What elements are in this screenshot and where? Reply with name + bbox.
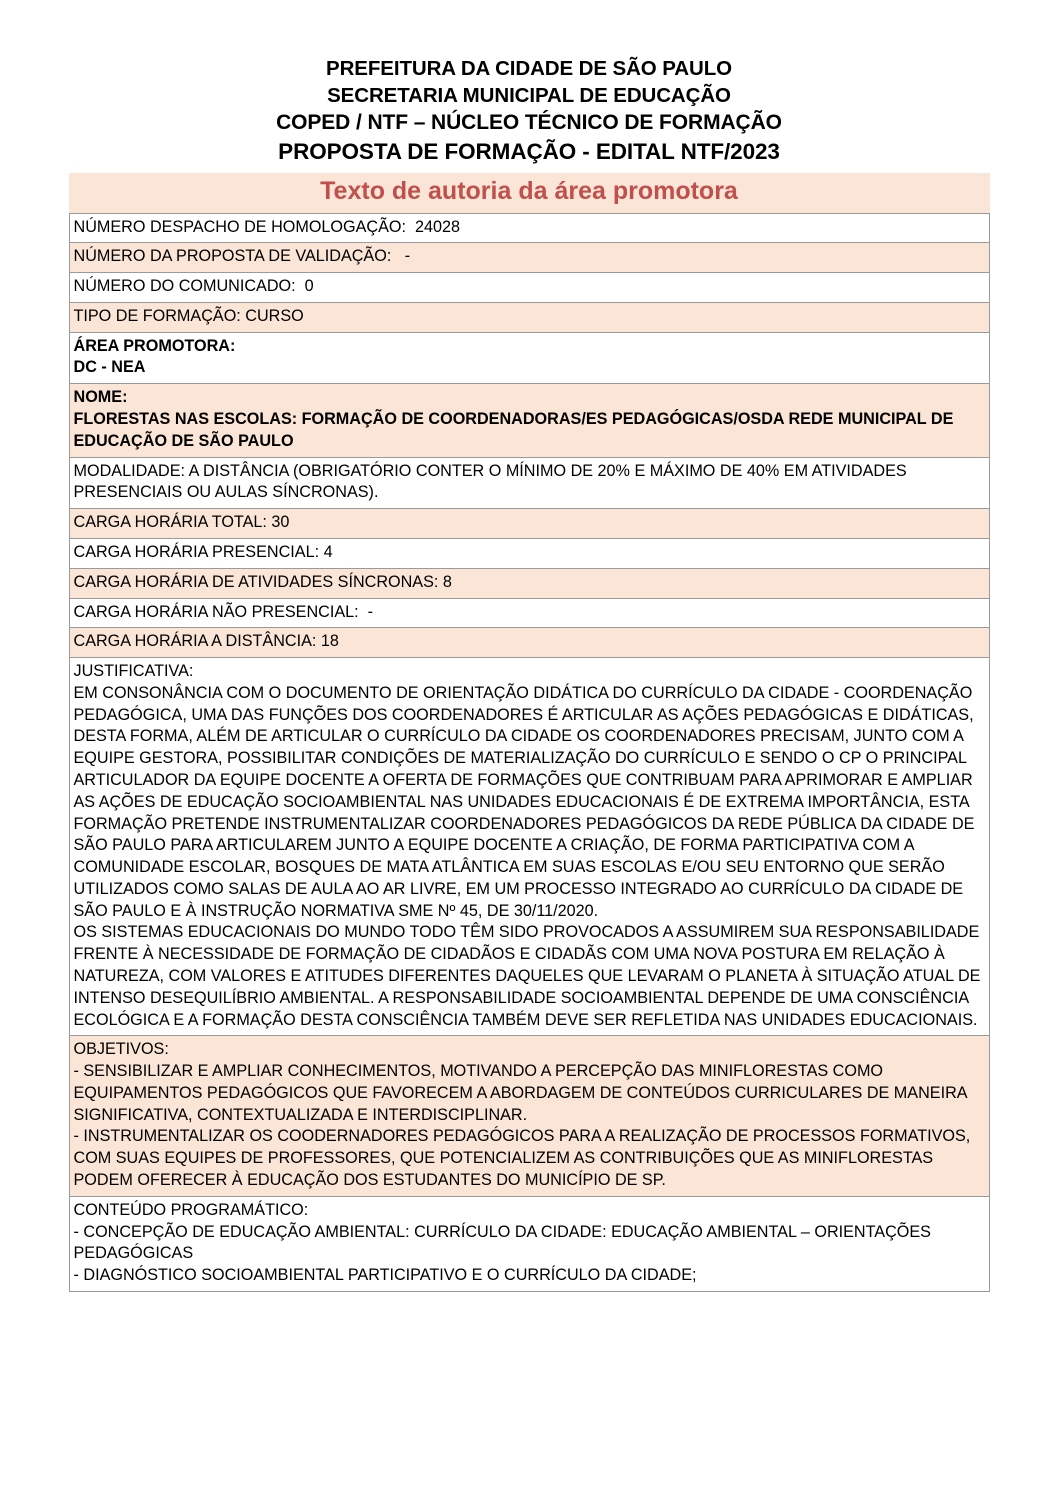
field-line: MODALIDADE: A DISTÂNCIA (OBRIGATÓRIO CONTER O MÍNIMO DE 20% E MÁXIMO DE 40% EM ATIVIDADES PRESENCIAIS OU AULAS SÍNCRONAS). (73, 461, 912, 502)
table-row (69, 1036, 989, 1196)
field-line: CARGA HORÁRIA A DISTÂNCIA: 18 (73, 632, 339, 651)
field-line: FLORESTAS NAS ESCOLAS: FORMAÇÃO DE COORDENADORAS/ES PEDAGÓGICAS/OSDA REDE MUNICIPAL DE EDUCAÇÃO DE SÃO PAULO (73, 410, 958, 450)
field-line: OS SISTEMAS EDUCACIONAIS DO MUNDO TODO TÊM SIDO PROVOCADOS A ASSUMIREM SUA RESPONSABILIDADE FRENTE À NECESSIDADE DE FORMAÇÃO DE CIDADÃOS E CIDADÃS COM UMA NOVA POSTURA EM RELAÇÃO À NATUREZA, COM VALORES E ATITUDES DIFERENTES DAQUELES QUE LEVARAM O PLANETA À SITUAÇÃO ATUAL DE INTENSO DESEQUILÍBRIO AMBIENTAL. A RESPONSABILIDADE SOCIOAMBIENTAL DEPENDE DE UMA CONSCIÊNCIA ECOLÓGICA E A FORMAÇÃO DESTA CONSCIÊNCIA TAMBÉM DEVE SER REFLETIDA NAS UNIDADES EDUCACIONAIS. (73, 923, 985, 1029)
field-line: NÚMERO DESPACHO DE HOMOLOGAÇÃO: 24028 (73, 217, 460, 236)
field-nome-da-formacao (69, 384, 989, 457)
table-row (69, 628, 989, 658)
field-line: CARGA HORÁRIA PRESENCIAL: 4 (73, 542, 333, 561)
field-line: CARGA HORÁRIA NÃO PRESENCIAL: - (73, 602, 374, 621)
field-line: EM CONSONÂNCIA COM O DOCUMENTO DE ORIENTAÇÃO DIDÁTICA DO CURRÍCULO DA CIDADE - COORDENAÇÃO PEDAGÓGICA, UMA DAS FUNÇÕES DOS COORDENADORES É ARTICULAR AS AÇÕES PEDAGÓGICAS E DIDÁTICAS, DESTA FORMA, ALÉM DE ARTICULAR O CURRÍCULO DA CIDADE OS COORDENADORES PRECISAM, JUNTO COM A EQUIPE GESTORA, POSSIBILITAR CONDIÇÕES DE MATERIALIZAÇÃO DO CURRÍCULO E SENDO O CP O PRINCIPAL ARTICULADOR DA EQUIPE DOCENTE A OFERTA DE FORMAÇÕES QUE CONTRIBUAM PARA APRIMORAR E AMPLIAR AS AÇÕES DE EDUCAÇÃO SOCIOAMBIENTAL NAS UNIDADES EDUCACIONAIS É DE EXTREMA IMPORTÂNCIA, ESTA FORMAÇÃO PRETENDE INSTRUMENTALIZAR COORDENADORES PEDAGÓGICOS DA REDE PÚBLICA DA CIDADE DE SÃO PAULO PARA ARTICULAREM JUNTO A EQUIPE DOCENTE A CRIAÇÃO, DE FORMA PARTICIPATIVA COM A COMUNIDADE ESCOLAR, BOSQUES DE MATA ATLÂNTICA EM SUAS ESCOLAS E/OU SEU ENTORNO QUE SERÃO UTILIZADOS COMO SALAS DE AULA AO AR LIVRE, EM UM PROCESSO INTEGRADO AO CURRÍCULO DA CIDADE DE SÃO PAULO E À INSTRUÇÃO NORMATIVA SME Nº 45, DE 30/11/2020. (73, 683, 979, 920)
field-numero-comunicado (69, 273, 989, 303)
field-line: - SENSIBILIZAR E AMPLIAR CONHECIMENTOS, MOTIVANDO A PERCEPÇÃO DAS MINIFLORESTAS COMO EQUIPAMENTOS PEDAGÓGICOS QUE FAVORECEM A ABORDAGEM DE CONTEÚDOS CURRICULARES DE MANEIRA SIGNIFICATIVA, CONTEXTUALIZADA E INTERDISCIPLINAR. (73, 1062, 972, 1124)
field-modalidade (69, 457, 989, 509)
table-row (69, 384, 989, 457)
form-table-body (69, 213, 989, 1291)
header-line-1: PREFEITURA DA CIDADE DE SÃO PAULO (326, 57, 732, 80)
field-tipo-de-formacao (69, 302, 989, 332)
table-row (69, 509, 989, 539)
field-line: OBJETIVOS: (73, 1040, 169, 1059)
field-line: JUSTIFICATIVA: (73, 662, 194, 681)
table-row (69, 273, 989, 303)
field-carga-horaria-presencial (69, 538, 989, 568)
field-carga-horaria-nao-presencial (69, 598, 989, 628)
table-row (69, 332, 989, 384)
field-line: NOME: (73, 388, 128, 407)
table-row (69, 568, 989, 598)
field-line: CARGA HORÁRIA DE ATIVIDADES SÍNCRONAS: 8 (73, 572, 452, 591)
table-row (69, 1196, 989, 1291)
table-row (69, 598, 989, 628)
header-line-3: COPED / NTF – NÚCLEO TÉCNICO DE FORMAÇÃO (276, 111, 782, 135)
table-row (69, 302, 989, 332)
field-area-promotora (69, 332, 989, 384)
field-conteudo-programatico (69, 1196, 989, 1291)
field-line: DC - NEA (73, 358, 146, 377)
table-row (69, 457, 989, 509)
field-justificativa (69, 658, 989, 1036)
header-line-2: SECRETARIA MUNICIPAL DE EDUCAÇÃO (327, 83, 731, 107)
field-line: NÚMERO DO COMUNICADO: 0 (73, 277, 314, 296)
section-banner (69, 173, 990, 213)
proposal-form-table (69, 213, 990, 1292)
field-line: CONTEÚDO PROGRAMÁTICO: (73, 1200, 309, 1219)
field-line: ÁREA PROMOTORA: (73, 336, 236, 355)
field-carga-horaria-a-distancia (69, 628, 989, 658)
field-objetivos (69, 1036, 989, 1196)
field-carga-horaria-total (69, 509, 989, 539)
table-row (69, 538, 989, 568)
header-line-4: PROPOSTA DE FORMAÇÃO - EDITAL NTF/2023 (278, 138, 780, 164)
document-header (0, 0, 1058, 166)
field-numero-despacho-homologacao (69, 213, 989, 243)
field-line: CARGA HORÁRIA TOTAL: 30 (73, 513, 290, 532)
field-line: TIPO DE FORMAÇÃO: CURSO (73, 306, 304, 325)
field-line: - CONCEPÇÃO DE EDUCAÇÃO AMBIENTAL: CURRÍCULO DA CIDADE: EDUCAÇÃO AMBIENTAL – ORIENTAÇÕES PEDAGÓGICAS (73, 1222, 936, 1263)
field-line: NÚMERO DA PROPOSTA DE VALIDAÇÃO: - (73, 247, 411, 266)
field-line: - INSTRUMENTALIZAR OS COODERNADORES PEDAGÓGICOS PARA A REALIZAÇÃO DE PROCESSOS FORMATIVOS, COM SUAS EQUIPES DE PROFESSORES, QUE POTENCIALIZEM AS CONTRIBUIÇÕES QUE AS MINIFLORESTAS PODEM OFERECER À EDUCAÇÃO DOS ESTUDANTES DO MUNICÍPIO DE SP. (73, 1127, 975, 1190)
field-line: - DIAGNÓSTICO SOCIOAMBIENTAL PARTICIPATIVO E O CURRÍCULO DA CIDADE; (73, 1266, 697, 1285)
table-row (69, 658, 989, 1036)
table-row (69, 243, 989, 273)
table-row (69, 213, 989, 243)
banner-title: Texto de autoria da área promotora (320, 176, 738, 205)
field-carga-horaria-atividades-sincronas (69, 568, 989, 598)
field-numero-proposta-validacao (69, 243, 989, 273)
